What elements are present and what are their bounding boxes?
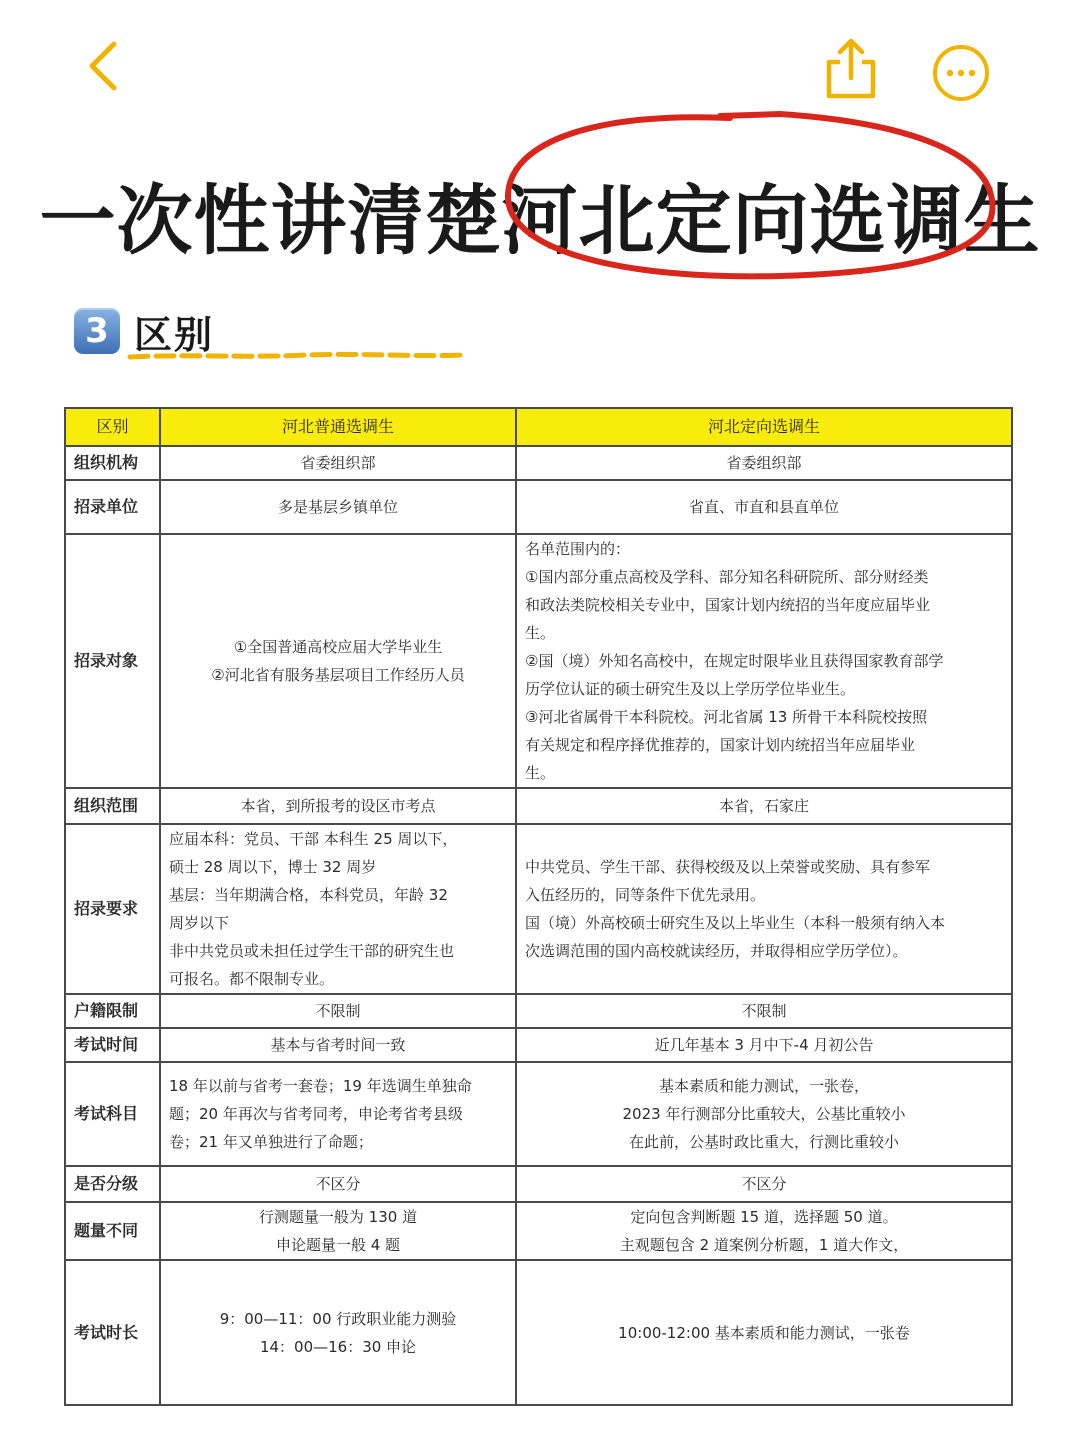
comparison-table (64, 407, 1013, 1406)
general-cell (160, 1166, 516, 1202)
table-row (65, 1202, 1012, 1260)
cell-line: 14：00—16：30 申论 (259, 1337, 417, 1356)
row-label: 考试时间 (65, 1028, 160, 1062)
cell-line: 省委组织部 (300, 454, 376, 472)
general-cell (160, 788, 516, 824)
general-cell (160, 446, 516, 480)
cell-line: 在此前，公基时政比重大，行测比重较小 (628, 1133, 899, 1151)
cell-line: 不限制 (741, 1002, 787, 1020)
cell-line: 基本与省考时间一致 (270, 1036, 406, 1054)
cell-line: 申论题量一般 4 题 (275, 1236, 401, 1254)
targeted-cell (516, 1062, 1012, 1166)
cell-line: 基本素质和能力测试，一张卷， (658, 1077, 869, 1095)
cell-line: 行测题量一般为 130 道 (258, 1208, 418, 1226)
section-title: 区别 (134, 313, 215, 357)
cell-line: 2023 年行测部分比重较大，公基比重较小 (622, 1105, 906, 1123)
cell-line: ①全国普通高校应届大学毕业生 (233, 638, 443, 656)
row-label: 组织范围 (65, 788, 160, 824)
share-icon (820, 36, 882, 102)
general-cell (160, 1202, 516, 1260)
table-row (65, 534, 1012, 788)
table-row (65, 1062, 1012, 1166)
general-cell (160, 480, 516, 534)
header-cell: 区别 (65, 408, 160, 446)
cell-line: 入伍经历的，同等条件下优先录用。 (525, 886, 766, 904)
cell-line: 不区分 (315, 1175, 361, 1193)
cell-line: ②国（境）外知名高校中，在规定时限毕业且获得国家教育部学 (525, 652, 944, 670)
targeted-cell (516, 1166, 1012, 1202)
row-label: 组织机构 (65, 446, 160, 480)
top-bar (0, 0, 1080, 140)
general-cell (160, 1028, 516, 1062)
row-label: 考试时长 (65, 1260, 160, 1405)
cell-line: 主观题包含 2 道案例分析题，1 道大作文， (619, 1236, 909, 1254)
cell-line: 18 年以前与省考一套卷；19 年选调生单独命 (169, 1077, 472, 1095)
cell-line: 本省，到所报考的设区市考点 (240, 797, 436, 815)
table-header-row (65, 408, 1012, 446)
targeted-cell (516, 994, 1012, 1028)
cell-line: 生。 (525, 624, 556, 642)
cell-line: 和政法类院校相关专业中，国家计划内统招的当年度应届毕业 (525, 596, 931, 614)
more-icon (930, 42, 992, 104)
row-label: 是否分级 (65, 1166, 160, 1202)
cell-line: 多是基层乡镇单位 (277, 498, 398, 516)
general-cell (160, 534, 516, 788)
back-button[interactable] (78, 36, 138, 96)
cell-line: 硕士 28 周以下，博士 32 周岁 (169, 858, 377, 876)
cell-line: 次选调范围的国内高校就读经历，并取得相应学历学位）。 (525, 942, 908, 960)
general-cell (160, 1062, 516, 1166)
table-row (65, 1260, 1012, 1405)
table-row (65, 824, 1012, 994)
row-label: 考试科目 (65, 1062, 160, 1166)
targeted-cell (516, 824, 1012, 994)
targeted-cell (516, 534, 1012, 788)
cell-line: 周岁以下 (169, 914, 230, 932)
general-cell (160, 994, 516, 1028)
general-cell (160, 824, 516, 994)
cell-line: 省直、市直和县直单位 (688, 498, 839, 516)
cell-line: 近几年基本 3 月中下-4 月初公告 (654, 1036, 874, 1054)
cell-line: 名单范围内的： (525, 540, 631, 558)
cell-line: 题；20 年再次与省考同考，申论考省考县级 (169, 1105, 463, 1123)
targeted-cell (516, 1260, 1012, 1405)
cell-line: 不区分 (741, 1175, 787, 1193)
cell-line: ①国内部分重点高校及学科、部分知名科研院所、部分财经类 (525, 568, 929, 586)
cell-line: 省委组织部 (726, 454, 802, 472)
cell-line: 基层：当年期满合格，本科党员，年龄 32 (169, 886, 448, 904)
share-button[interactable] (820, 36, 882, 102)
more-button[interactable] (930, 42, 992, 104)
row-label: 题量不同 (65, 1202, 160, 1260)
cell-line: 有关规定和程序择优推荐的，国家计划内统招当年应届毕业 (525, 736, 916, 754)
cell-line: 生。 (525, 764, 556, 782)
cell-line: 中共党员、学生干部、获得校级及以上荣誉或奖励、具有参军 (525, 858, 931, 876)
targeted-cell (516, 1202, 1012, 1260)
row-label: 招录要求 (65, 824, 160, 994)
targeted-cell (516, 1028, 1012, 1062)
cell-line: 本省，石家庄 (718, 797, 809, 815)
section-number-badge: 3 (74, 308, 120, 354)
row-label: 户籍限制 (65, 994, 160, 1028)
cell-line: 卷；21 年又单独进行了命题； (169, 1133, 373, 1151)
table-row (65, 1028, 1012, 1062)
row-label: 招录对象 (65, 534, 160, 788)
cell-line: 不限制 (315, 1002, 361, 1020)
header-cell: 河北定向选调生 (516, 408, 1012, 446)
cell-line: 10:00-12:00 基本素质和能力测试，一张卷 (618, 1323, 910, 1342)
table-row (65, 994, 1012, 1028)
dashed-underline (126, 348, 466, 362)
cell-line: 可报名。都不限制专业。 (169, 970, 335, 988)
cell-line: ③河北省属骨干本科院校。河北省属 13 所骨干本科院校按照 (525, 708, 928, 726)
general-cell (160, 1260, 516, 1405)
cell-line: 国（境）外高校硕士研究生及以上毕业生（本科一般须有纳入本 (525, 914, 946, 932)
cell-line: 应届本科：党员、干部 本科生 25 周以下， (169, 830, 458, 848)
back-chevron-icon (78, 36, 138, 96)
table-row (65, 446, 1012, 480)
row-label: 招录单位 (65, 480, 160, 534)
cell-line: 历学位认证的硕士研究生及以上学历学位毕业生。 (525, 680, 856, 698)
targeted-cell (516, 480, 1012, 534)
targeted-cell (516, 446, 1012, 480)
table-row (65, 1166, 1012, 1202)
header-cell: 河北普通选调生 (160, 408, 516, 446)
page-title: 一次性讲清楚河北定向选调生 (39, 176, 1041, 265)
cell-line: 9：00—11：00 行政职业能力测验 (219, 1309, 457, 1328)
table-row (65, 480, 1012, 534)
targeted-cell (516, 788, 1012, 824)
table-row (65, 788, 1012, 824)
cell-line: 定向包含判断题 15 道，选择题 50 道。 (630, 1208, 898, 1226)
cell-line: 非中共党员或未担任过学生干部的研究生也 (169, 942, 455, 960)
cell-line: ②河北省有服务基层项目工作经历人员 (211, 666, 465, 684)
